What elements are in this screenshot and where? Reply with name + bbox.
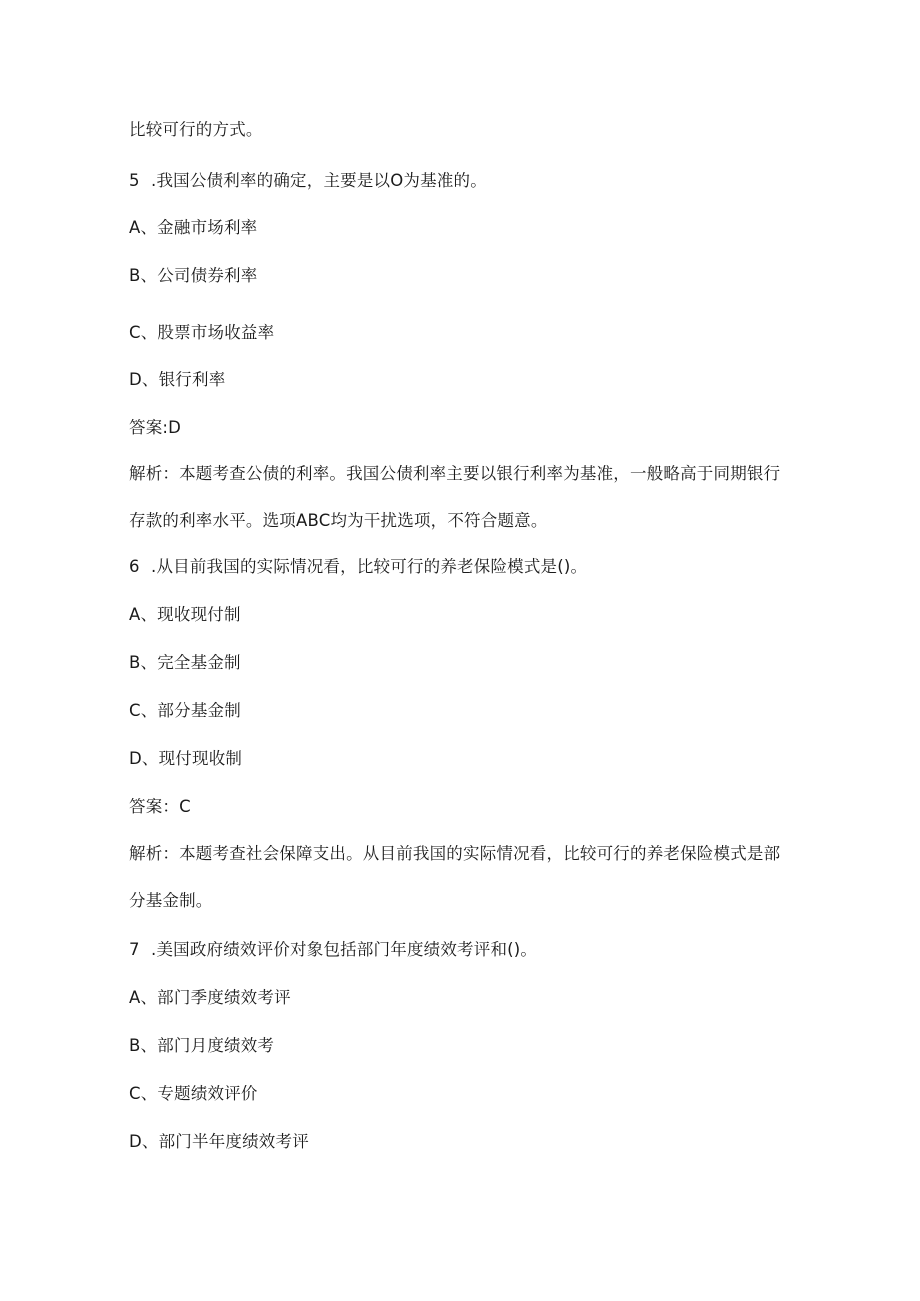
question-6-option-d: D、现付现收制 <box>129 749 243 768</box>
question-number: 7 <box>129 940 140 959</box>
question-6-option-c: C、部分基金制 <box>129 701 241 720</box>
question-6-answer: 答案：C <box>129 797 191 816</box>
question-number: 5 <box>129 171 140 190</box>
question-7-stem <box>129 939 537 961</box>
question-6-stem <box>129 556 587 578</box>
question-6-analysis-line-1: 解析：本题考查社会保障支出。从目前我国的实际情况看，比较可行的养老保险模式是部 <box>129 844 781 863</box>
question-5-option-c: C、股票市场收益率 <box>129 323 275 342</box>
question-5-option-d: D、银行利率 <box>129 370 226 389</box>
question-6-option-b: B、完全基金制 <box>129 653 241 672</box>
question-text: .从目前我国的实际情况看，比较可行的养老保险模式是()。 <box>151 557 588 576</box>
question-5-option-a: A、金融市场利率 <box>129 218 258 237</box>
question-7-option-a: A、部门季度绩效考评 <box>129 988 291 1007</box>
continuation-text: 比较可行的方式。 <box>129 120 263 139</box>
question-5-option-b: B、公司债券利率 <box>129 266 258 285</box>
question-7-option-c: C、专题绩效评价 <box>129 1084 258 1103</box>
question-text: .美国政府绩效评价对象包括部门年度绩效考评和()。 <box>151 940 538 959</box>
question-text: .我国公债利率的确定，主要是以O为基准的。 <box>151 171 487 190</box>
question-6-option-a: A、现收现付制 <box>129 605 241 624</box>
question-5-analysis-line-2: 存款的利率水平。选项ABC均为干扰选项，不符合题意。 <box>129 511 548 530</box>
question-5-analysis-line-1: 解析：本题考查公债的利率。我国公债利率主要以银行利率为基准，一般略高于同期银行 <box>129 464 781 483</box>
question-number: 6 <box>129 557 140 576</box>
question-6-analysis-line-2: 分基金制。 <box>129 891 213 910</box>
question-5-stem <box>129 170 487 192</box>
question-5-answer: 答案:D <box>129 418 182 437</box>
question-7-option-b: B、部门月度绩效考 <box>129 1036 275 1055</box>
question-7-option-d: D、部门半年度绩效考评 <box>129 1132 309 1151</box>
